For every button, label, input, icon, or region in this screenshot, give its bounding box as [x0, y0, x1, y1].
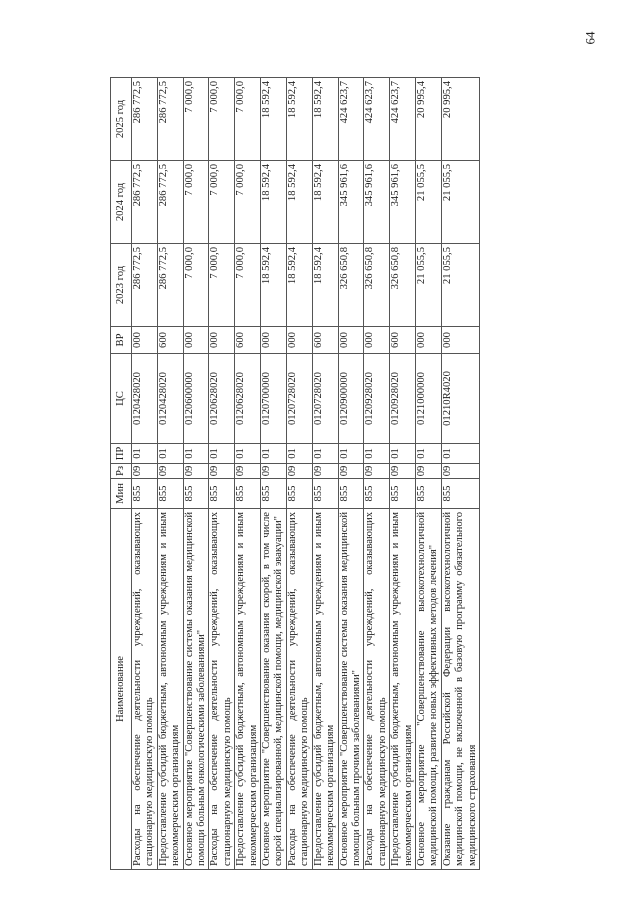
- row-pr: 01: [338, 444, 364, 464]
- row-2024: 345 961,6: [364, 161, 390, 244]
- table-row: [338, 78, 364, 870]
- row-vr: 000: [364, 327, 390, 354]
- header-rz: Рз: [111, 464, 132, 479]
- table-row: [286, 78, 312, 870]
- row-vr: 000: [209, 327, 235, 354]
- row-name: Расходы на обеспечение деятельности учреждений, оказывающих стационарную медицинскую помощь: [209, 509, 235, 870]
- row-2025: 18 592,4: [261, 78, 287, 161]
- row-name: Основное мероприятие "Совершенствование системы оказания медицинской помощи больным прочими заболеваниями": [338, 509, 364, 870]
- row-2023: 286 772,5: [157, 244, 183, 327]
- row-2025: 424 623,7: [338, 78, 364, 161]
- row-2023: 18 592,4: [261, 244, 287, 327]
- row-2024: 7 000,0: [209, 161, 235, 244]
- row-2024: 345 961,6: [390, 161, 416, 244]
- row-name: Основное мероприятие "Совершенствование системы оказания медицинской помощи больным онкологическими заболеваниями": [183, 509, 209, 870]
- row-2023: 286 772,5: [132, 244, 158, 327]
- row-rz: 09: [286, 464, 312, 479]
- row-2024: 18 592,4: [312, 161, 338, 244]
- row-pr: 01: [415, 444, 441, 464]
- row-2025: 424 623,7: [364, 78, 390, 161]
- row-rz: 09: [364, 464, 390, 479]
- row-2023: 7 000,0: [235, 244, 261, 327]
- row-vr: 000: [286, 327, 312, 354]
- row-2025: 7 000,0: [235, 78, 261, 161]
- table-body: [132, 78, 480, 870]
- row-min: 855: [390, 479, 416, 509]
- header-pr: ПР: [111, 444, 132, 464]
- row-2025: 286 772,5: [157, 78, 183, 161]
- row-2025: 7 000,0: [183, 78, 209, 161]
- row-rz: 09: [441, 464, 479, 479]
- page-number: 64: [582, 31, 598, 45]
- row-cs: 0120628020: [235, 354, 261, 444]
- row-2023: 18 592,4: [312, 244, 338, 327]
- table-row: [183, 78, 209, 870]
- row-cs: 0120928020: [364, 354, 390, 444]
- row-pr: 01: [261, 444, 287, 464]
- row-cs: 0120428020: [157, 354, 183, 444]
- header-cs: ЦС: [111, 354, 132, 444]
- row-pr: 01: [286, 444, 312, 464]
- table-header-row: [111, 78, 132, 870]
- row-2023: 21 055,5: [441, 244, 479, 327]
- row-rz: 09: [235, 464, 261, 479]
- row-2023: 21 055,5: [415, 244, 441, 327]
- row-rz: 09: [209, 464, 235, 479]
- row-min: 855: [157, 479, 183, 509]
- header-name: Наименование: [111, 509, 132, 870]
- row-2024: 345 961,6: [338, 161, 364, 244]
- header-2024: 2024 год: [111, 161, 132, 244]
- table-row: [415, 78, 441, 870]
- row-2024: 7 000,0: [235, 161, 261, 244]
- row-pr: 01: [364, 444, 390, 464]
- row-cs: 0120700000: [261, 354, 287, 444]
- table-row: [261, 78, 287, 870]
- header-vr: ВР: [111, 327, 132, 354]
- table-row: [364, 78, 390, 870]
- row-cs: 0120728020: [312, 354, 338, 444]
- row-rz: 09: [183, 464, 209, 479]
- row-cs: 0120728020: [286, 354, 312, 444]
- row-2024: 7 000,0: [183, 161, 209, 244]
- row-rz: 09: [415, 464, 441, 479]
- row-min: 855: [312, 479, 338, 509]
- table-row: [312, 78, 338, 870]
- row-rz: 09: [132, 464, 158, 479]
- budget-table: [110, 77, 480, 870]
- row-cs: 0120600000: [183, 354, 209, 444]
- row-vr: 600: [390, 327, 416, 354]
- row-name: Основное мероприятие "Совершенствование оказания скорой, в том числе скорой специализированной, медицинской помощи, медицинской эвакуации": [261, 509, 287, 870]
- row-2025: 18 592,4: [312, 78, 338, 161]
- row-name: Расходы на обеспечение деятельности учреждений, оказывающих стационарную медицинскую помощь: [132, 509, 158, 870]
- row-name: Расходы на обеспечение деятельности учреждений, оказывающих стационарную медицинскую помощь: [286, 509, 312, 870]
- row-name: Предоставление субсидий бюджетным, автономным учреждениям и иным некоммерческим организациям: [312, 509, 338, 870]
- row-vr: 600: [235, 327, 261, 354]
- row-2025: 7 000,0: [209, 78, 235, 161]
- row-min: 855: [235, 479, 261, 509]
- header-2025: 2025 год: [111, 78, 132, 161]
- row-pr: 01: [209, 444, 235, 464]
- row-name: Расходы на обеспечение деятельности учреждений, оказывающих стационарную медицинскую помощь: [364, 509, 390, 870]
- row-rz: 09: [261, 464, 287, 479]
- row-2023: 326 650,8: [364, 244, 390, 327]
- row-rz: 09: [338, 464, 364, 479]
- row-min: 855: [132, 479, 158, 509]
- row-name: Предоставление субсидий бюджетным, автономным учреждениям и иным некоммерческим организациям: [235, 509, 261, 870]
- row-vr: 000: [441, 327, 479, 354]
- row-2023: 326 650,8: [390, 244, 416, 327]
- row-rz: 09: [312, 464, 338, 479]
- table-row: [235, 78, 261, 870]
- row-name: Предоставление субсидий бюджетным, автономным учреждениям и иным некоммерческим организациям: [157, 509, 183, 870]
- row-cs: 0120900000: [338, 354, 364, 444]
- row-2024: 286 772,5: [157, 161, 183, 244]
- row-vr: 000: [183, 327, 209, 354]
- row-name: Оказание гражданам Российской Федерации высокотехнологичной медицинской помощи, не включенной в базовую программу обязательного медицинского страхования: [441, 509, 479, 870]
- row-vr: 000: [132, 327, 158, 354]
- row-2024: 21 055,5: [441, 161, 479, 244]
- row-rz: 09: [157, 464, 183, 479]
- row-min: 855: [286, 479, 312, 509]
- row-vr: 600: [312, 327, 338, 354]
- row-name: Предоставление субсидий бюджетным, автономным учреждениям и иным некоммерческим организациям: [390, 509, 416, 870]
- row-2025: 18 592,4: [286, 78, 312, 161]
- row-pr: 01: [312, 444, 338, 464]
- row-vr: 600: [157, 327, 183, 354]
- row-2024: 286 772,5: [132, 161, 158, 244]
- table-row: [390, 78, 416, 870]
- row-pr: 01: [132, 444, 158, 464]
- row-min: 855: [441, 479, 479, 509]
- row-pr: 01: [235, 444, 261, 464]
- header-min: Мин: [111, 479, 132, 509]
- row-2024: 18 592,4: [261, 161, 287, 244]
- row-pr: 01: [390, 444, 416, 464]
- row-rz: 09: [390, 464, 416, 479]
- table-row: [209, 78, 235, 870]
- rotated-page-content: [110, 77, 580, 870]
- row-min: 855: [183, 479, 209, 509]
- row-cs: 01210R4020: [441, 354, 479, 444]
- row-2023: 18 592,4: [286, 244, 312, 327]
- row-2025: 424 623,7: [390, 78, 416, 161]
- row-2023: 7 000,0: [209, 244, 235, 327]
- row-2024: 18 592,4: [286, 161, 312, 244]
- table-row: [157, 78, 183, 870]
- row-min: 855: [415, 479, 441, 509]
- row-min: 855: [209, 479, 235, 509]
- header-2023: 2023 год: [111, 244, 132, 327]
- row-vr: 000: [338, 327, 364, 354]
- row-pr: 01: [183, 444, 209, 464]
- row-cs: 0121000000: [415, 354, 441, 444]
- row-cs: 0120928020: [390, 354, 416, 444]
- row-cs: 0120628020: [209, 354, 235, 444]
- row-vr: 000: [261, 327, 287, 354]
- row-pr: 01: [441, 444, 479, 464]
- row-min: 855: [261, 479, 287, 509]
- row-name: Основное мероприятие "Совершенствование высокотехнологичной медицинской помощи, развитие новых эффективных методов лечения": [415, 509, 441, 870]
- row-2023: 326 650,8: [338, 244, 364, 327]
- row-vr: 000: [415, 327, 441, 354]
- table-row: [132, 78, 158, 870]
- row-cs: 0120428020: [132, 354, 158, 444]
- row-2025: 20 995,4: [415, 78, 441, 161]
- row-min: 855: [364, 479, 390, 509]
- row-2025: 286 772,5: [132, 78, 158, 161]
- row-2023: 7 000,0: [183, 244, 209, 327]
- row-2024: 21 055,5: [415, 161, 441, 244]
- row-2025: 20 995,4: [441, 78, 479, 161]
- row-min: 855: [338, 479, 364, 509]
- table-row: [441, 78, 479, 870]
- row-pr: 01: [157, 444, 183, 464]
